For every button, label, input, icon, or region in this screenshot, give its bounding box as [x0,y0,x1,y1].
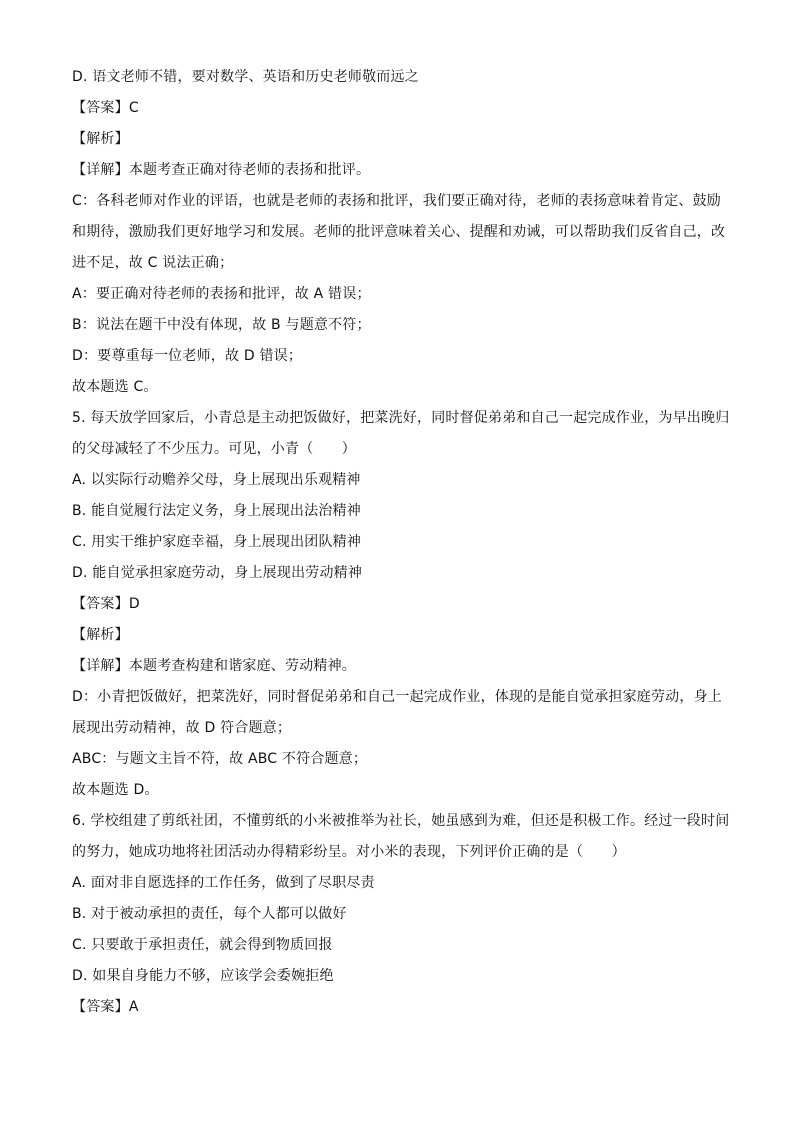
line-text: B. 能自觉履行法定义务，身上展现出法治精神 [72,503,361,519]
analysis-line [72,620,722,651]
line-text: 进不足，故 C 说法正确； [72,255,234,271]
question-line [72,837,722,868]
line-text: A：要正确对待老师的表扬和批评，故 A 错误； [72,286,371,302]
line-text: D. 语文老师不错，要对数学、英语和历史老师敬而远之 [72,69,419,85]
explanation-line [72,310,722,341]
option-d-line [72,62,722,93]
conclusion-line [72,775,722,806]
detail-text: 本题考查正确对待老师的表扬和批评。 [128,162,371,178]
answer-label: 【答案】 [72,100,129,116]
option-line [72,496,722,527]
analysis-label: 【解析】 [72,131,129,147]
line-text: 5. 每天放学回家后，小青总是主动把饭做好，把菜洗好，同时督促弟弟和自己一起完成作业，为早出晚归 [72,410,730,426]
line-text: A. 面对非自愿选择的工作任务，做到了尽职尽责 [72,875,375,891]
option-line [72,930,722,961]
explanation-line [72,713,722,744]
line-text: ABC：与题文主旨不符，故 ABC 不符合题意； [72,751,368,767]
line-text: C. 只要敢于承担责任，就会得到物质回报 [72,937,333,953]
line-text: 6. 学校组建了剪纸社团，不懂剪纸的小米被推举为社长，她虽感到为难，但还是积极工作。经过一段时间 [72,813,730,829]
answer-value: D [128,596,140,612]
question-line [72,403,730,434]
line-text: 的努力，她成功地将社团活动办得精彩纷呈。对小米的表现，下列评价正确的是（ ） [72,844,626,860]
answer-line [72,992,722,1023]
answer-value: C [128,100,139,116]
option-line [72,465,722,496]
conclusion-line [72,372,722,403]
explanation-line [72,248,722,279]
line-text: B：说法在题干中没有体现，故 B 与题意不符； [72,317,371,333]
answer-label: 【答案】 [72,596,129,612]
line-text: C. 用实干维护家庭幸福，身上展现出团队精神 [72,534,362,550]
line-text: A. 以实际行动赡养父母，身上展现出乐观精神 [72,472,361,488]
explanation-line [72,682,722,713]
detail-label: 【详解】 [72,658,129,674]
explanation-line [72,744,722,775]
answer-line [72,93,722,124]
option-line [72,527,722,558]
option-line [72,868,722,899]
line-text: 故本题选 D。 [72,782,159,798]
question-line [72,806,730,837]
detail-label: 【详解】 [72,162,129,178]
line-text: 和期待，激励我们更好地学习和发展。老师的批评意味着关心、提醒和劝诫，可以帮助我们反省自己，改 [72,224,726,240]
explanation-line [72,279,722,310]
line-text: B. 对于被动承担的责任，每个人都可以做好 [72,906,347,922]
line-text: C：各科老师对作业的评语，也就是老师的表扬和批评，我们要正确对待，老师的表扬意味着肯定、鼓励 [72,193,721,209]
line-text: 展现出劳动精神，故 D 符合题意； [72,720,292,736]
explanation-line [72,217,726,248]
answer-line [72,589,722,620]
analysis-line [72,124,722,155]
detail-line [72,155,722,186]
analysis-label: 【解析】 [72,627,129,643]
line-text: 的父母减轻了不少压力。可见，小青（ ） [72,441,356,457]
answer-label: 【答案】 [72,999,129,1015]
option-line [72,899,722,930]
question-line [72,434,722,465]
detail-text: 本题考查构建和谐家庭、劳动精神。 [128,658,357,674]
explanation-line [72,341,722,372]
option-line [72,558,722,589]
option-line [72,961,722,992]
document-page [72,62,730,1023]
line-text: D. 能自觉承担家庭劳动，身上展现出劳动精神 [72,565,363,581]
line-text: D：要尊重每一位老师，故 D 错误； [72,348,303,364]
line-text: 故本题选 C。 [72,379,158,395]
line-text: D. 如果自身能力不够，应该学会委婉拒绝 [72,968,334,984]
detail-line [72,651,722,682]
explanation-line [72,186,722,217]
answer-value: A [128,999,139,1015]
line-text: D：小青把饭做好，把菜洗好，同时督促弟弟和自己一起完成作业，体现的是能自觉承担家庭劳动，身上 [72,689,722,705]
